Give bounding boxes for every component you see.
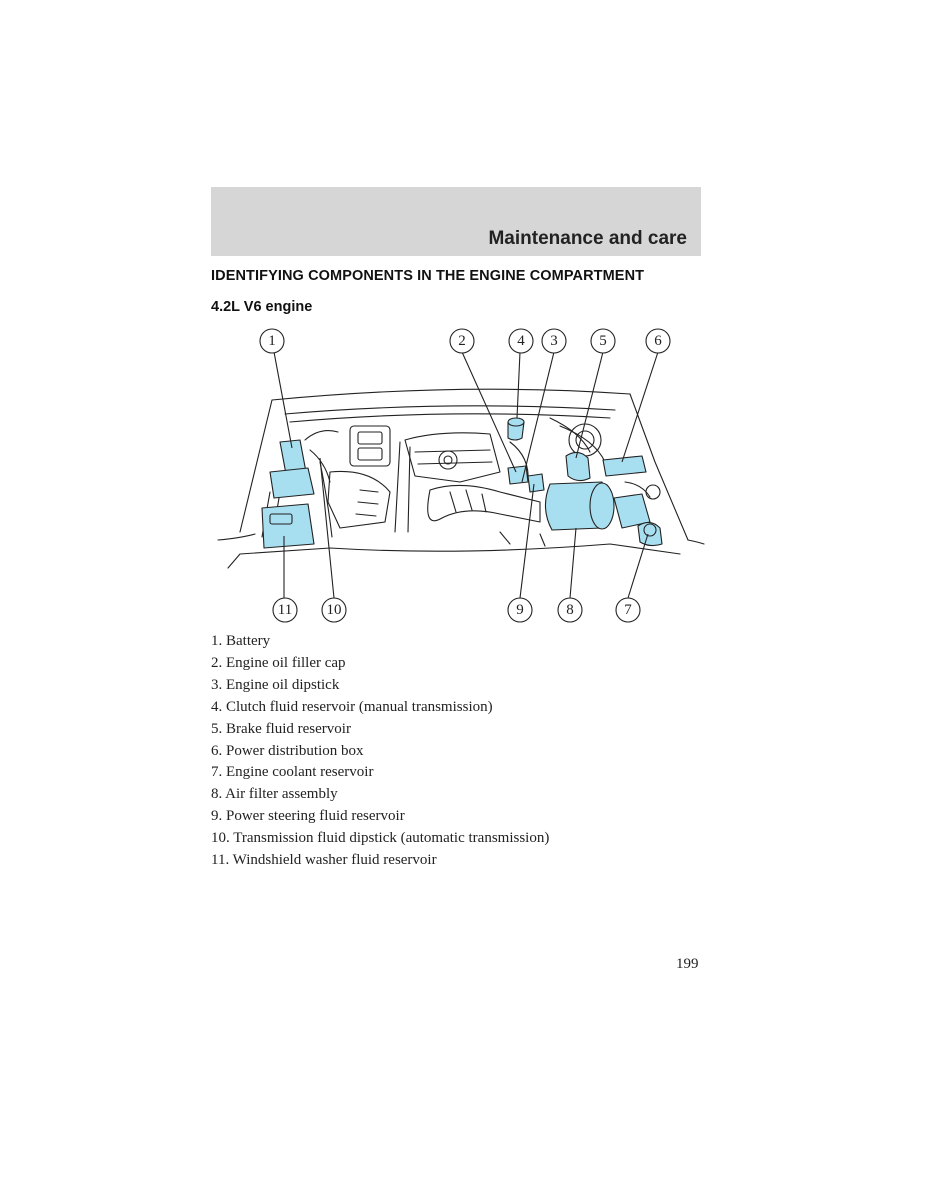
legend-item: 2. Engine oil filler cap [211, 654, 346, 671]
legend-item: 11. Windshield washer fluid reservoir [211, 852, 437, 869]
callout-5-label: 5 [599, 333, 607, 349]
chapter-header [211, 187, 701, 256]
legend-item: 4. Clutch fluid reservoir (manual transmission) [211, 698, 493, 715]
legend-item: 6. Power distribution box [211, 742, 364, 759]
component-legend [211, 631, 549, 872]
callout-7-label: 7 [624, 602, 632, 618]
legend-item: 9. Power steering fluid reservoir [211, 808, 405, 825]
legend-item: 3. Engine oil dipstick [211, 676, 340, 693]
callout-10-label: 10 [326, 602, 342, 618]
callout-1-label: 1 [268, 333, 276, 349]
callout-2-label: 2 [458, 333, 466, 349]
callout-3-label: 3 [550, 333, 558, 349]
chapter-title: Maintenance and care [488, 228, 687, 249]
engine-compartment-diagram [210, 322, 705, 632]
section-heading: IDENTIFYING COMPONENTS IN THE ENGINE COMPARTMENT [211, 268, 645, 284]
page-number: 199 [676, 956, 699, 972]
legend-item: 8. Air filter assembly [211, 786, 338, 803]
callout-6-label: 6 [654, 333, 662, 349]
callout-4-label: 4 [517, 333, 525, 349]
callout-8-label: 8 [566, 602, 574, 618]
legend-item: 7. Engine coolant reservoir [211, 764, 374, 781]
legend-item: 1. Battery [211, 633, 271, 649]
engine-subheading: 4.2L V6 engine [211, 299, 313, 315]
legend-item: 10. Transmission fluid dipstick (automatic transmission) [211, 830, 550, 847]
legend-item: 5. Brake fluid reservoir [211, 720, 351, 737]
callout-9-label: 9 [516, 602, 524, 618]
callout-11-label: 11 [277, 602, 293, 618]
